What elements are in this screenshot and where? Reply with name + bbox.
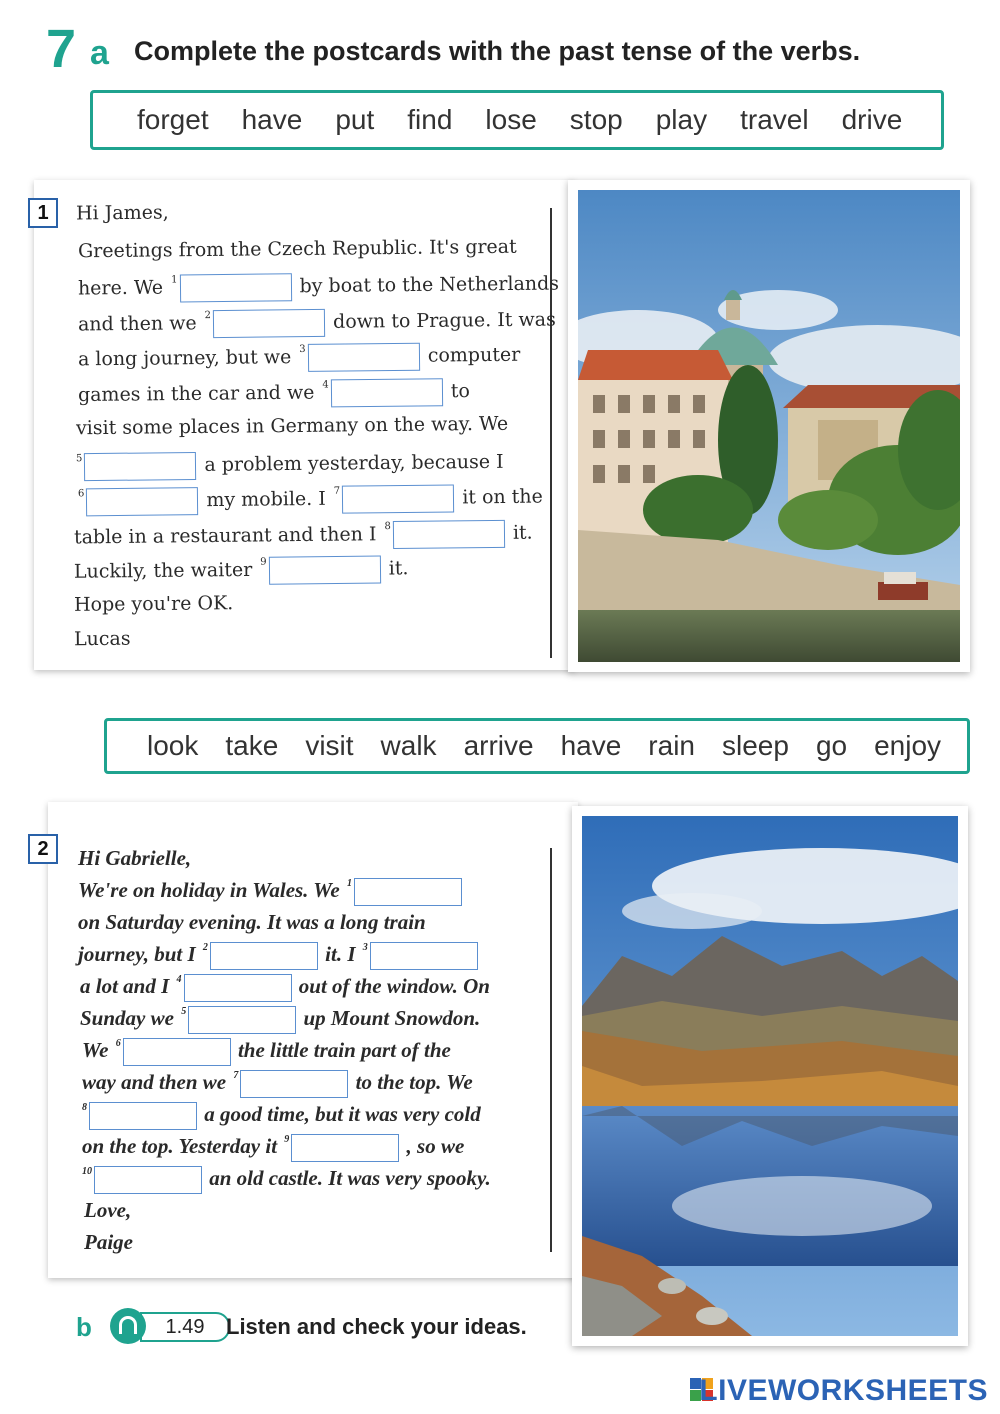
gap-number: 7 [233, 1070, 239, 1081]
word-option: go [815, 730, 848, 761]
postcard-line [78, 306, 556, 339]
word-option: play [655, 104, 708, 135]
word-box-2 [104, 718, 970, 774]
word-option: walk [380, 730, 437, 761]
postcard-line [78, 942, 480, 970]
postcard-line [82, 1134, 464, 1162]
word-option: drive [841, 104, 903, 135]
postcard-line [78, 878, 464, 906]
postcard-line [74, 555, 409, 587]
prague-illustration [578, 190, 960, 662]
postcard-text: We [82, 1038, 114, 1062]
postcard-text: up Mount Snowdon. [298, 1006, 481, 1030]
postcard-line [78, 270, 559, 303]
word-option: have [560, 730, 622, 761]
track-number: 1.49 [140, 1312, 230, 1342]
postcard-2 [37, 802, 578, 1278]
postcard-text: Luckily, the waiter [73, 558, 259, 583]
postcard-line [78, 846, 191, 871]
postcard-text: to the top. We [350, 1070, 473, 1094]
postcard-line [76, 484, 543, 517]
postcard-text: table in a restaurant and then I [73, 522, 383, 548]
postcard-text: it on the [456, 485, 543, 509]
word-option: travel [740, 104, 809, 135]
answer-input[interactable] [184, 974, 292, 1002]
gap-number: 9 [284, 1134, 290, 1145]
postcard-text: here. We [77, 276, 170, 300]
postcard-number: 1 [28, 198, 58, 228]
postcard-text: We're on holiday in Wales. We [78, 878, 345, 902]
answer-input[interactable] [179, 273, 291, 302]
postcard-text: Sunday we [80, 1006, 180, 1030]
gap-number: 5 [181, 1006, 187, 1017]
gap-number: 6 [77, 488, 85, 500]
answer-input[interactable] [342, 484, 454, 513]
postcard-text: Greetings from the Czech Republic. It's great [77, 235, 517, 262]
postcard-line [80, 1006, 480, 1034]
snowdon-illustration [582, 816, 958, 1336]
answer-input[interactable] [269, 556, 381, 585]
gap-number: 1 [171, 274, 178, 286]
postcard-line [78, 377, 470, 409]
postcard-text: , so we [401, 1134, 465, 1158]
gap-number: 7 [333, 485, 341, 497]
word-box-1 [90, 90, 944, 150]
postcard-number: 2 [28, 834, 58, 864]
answer-input[interactable] [240, 1070, 348, 1098]
postcard-line [74, 519, 533, 552]
word-option: sleep [722, 730, 789, 761]
postcard-text: my mobile. I [200, 487, 332, 512]
word-option: have [241, 104, 303, 135]
postcard-text: a lot and I [80, 974, 175, 998]
postcard-text: it. I [319, 942, 361, 966]
postcard-text: journey, but I [78, 942, 201, 966]
postcard-line [76, 413, 508, 440]
word-option: visit [305, 730, 354, 761]
postcard-text: Paige [84, 1230, 133, 1254]
word-option: look [147, 730, 199, 761]
photo-prague [568, 180, 970, 672]
answer-input[interactable] [123, 1038, 231, 1066]
postcard-divider [550, 848, 552, 1252]
postcard-text: a good time, but it was very cold [199, 1102, 481, 1126]
postcard-text: a long journey, but we [77, 346, 298, 371]
gap-number: 4 [176, 974, 182, 985]
postcard-line [74, 628, 131, 651]
answer-input[interactable] [308, 343, 420, 372]
exercise-number: 7 [46, 19, 77, 79]
answer-input[interactable] [331, 378, 443, 407]
postcard-text: to [444, 379, 471, 402]
answer-input[interactable] [86, 487, 198, 516]
answer-input[interactable] [213, 308, 325, 337]
exercise-b-instruction: Listen and check your ideas. [226, 1314, 527, 1339]
postcard-text: Lucas [73, 627, 131, 651]
postcard-line [82, 1070, 473, 1098]
postcard-line [80, 974, 490, 1002]
exercise-title: Complete the postcards with the past tense of the verbs. [134, 36, 861, 66]
answer-input[interactable] [94, 1166, 202, 1194]
gap-number: 5 [75, 452, 83, 464]
postcard-text: on the top. Yesterday it [82, 1134, 283, 1158]
postcard-line [80, 1166, 491, 1194]
word-option: find [407, 104, 453, 135]
gap-number: 4 [322, 378, 329, 390]
word-option: lose [485, 104, 537, 135]
postcard-line [80, 1102, 481, 1130]
word-option: arrive [463, 730, 534, 761]
answer-input[interactable] [84, 451, 196, 480]
word-option: forget [137, 104, 209, 135]
audio-track-button[interactable] [110, 1308, 218, 1344]
postcard-line [78, 235, 517, 262]
gap-number: 6 [115, 1038, 121, 1049]
postcard-text: way and then we [82, 1070, 232, 1094]
word-option: rain [648, 730, 695, 761]
postcard-text: and then we [77, 311, 203, 336]
postcard-line [74, 448, 504, 480]
word-option: take [225, 730, 279, 761]
exercise-b-letter: b [76, 1312, 92, 1342]
gap-number: 2 [204, 309, 212, 321]
gap-number: 9 [260, 556, 267, 568]
postcard-line [82, 1038, 451, 1066]
postcard-text: Love, [84, 1198, 132, 1222]
postcard-text: it. [382, 557, 409, 580]
word-option: stop [569, 104, 623, 135]
gap-number: 3 [362, 942, 368, 953]
postcard-text: games in the car and we [77, 381, 321, 406]
postcard-line [76, 202, 169, 225]
gap-number: 8 [384, 520, 391, 532]
postcard-text: a problem yesterday, because I [198, 450, 504, 476]
word-option: enjoy [874, 730, 942, 761]
answer-input[interactable] [291, 1134, 399, 1162]
gap-number: 8 [82, 1102, 87, 1113]
postcard-1 [34, 180, 574, 670]
answer-input[interactable] [89, 1102, 197, 1130]
postcard-line [74, 592, 233, 616]
postcard-text: an old castle. It was very spooky. [204, 1166, 491, 1190]
postcard-text: Hi James, [75, 201, 169, 225]
postcard-text: on Saturday evening. It was a long train [78, 910, 426, 934]
postcard-text: out of the window. On [293, 974, 490, 998]
exercise-letter: a [90, 34, 109, 72]
gap-number: 1 [347, 878, 352, 889]
postcard-text: computer [421, 343, 521, 367]
gap-number: 2 [202, 942, 208, 953]
postcard-line [84, 1198, 131, 1223]
gap-number: 3 [299, 343, 306, 355]
postcard-line [84, 1230, 133, 1255]
postcard-text: down to Prague. It was [326, 307, 556, 333]
postcard-text: by boat to the Netherlands [293, 272, 560, 298]
postcard-text: the little train part of the [232, 1038, 451, 1062]
answer-input[interactable] [370, 942, 478, 970]
postcard-text: Hi Gabrielle, [78, 846, 192, 870]
postcard-text: it. [506, 521, 533, 544]
answer-input[interactable] [393, 519, 505, 548]
postcard-text: visit some places in Germany on the way. We [75, 412, 509, 440]
answer-input[interactable] [354, 878, 462, 906]
word-option: put [335, 104, 375, 135]
postcard-line [78, 342, 521, 375]
postcard-text: Hope you're OK. [73, 591, 234, 616]
answer-input[interactable] [188, 1006, 296, 1034]
postcard-line [78, 910, 426, 935]
brand-logo: LIVEWORKSHEETS [699, 1374, 988, 1407]
answer-input[interactable] [210, 942, 318, 970]
gap-number: 10 [82, 1166, 92, 1177]
photo-wales [572, 806, 968, 1346]
headphones-icon [110, 1308, 146, 1344]
